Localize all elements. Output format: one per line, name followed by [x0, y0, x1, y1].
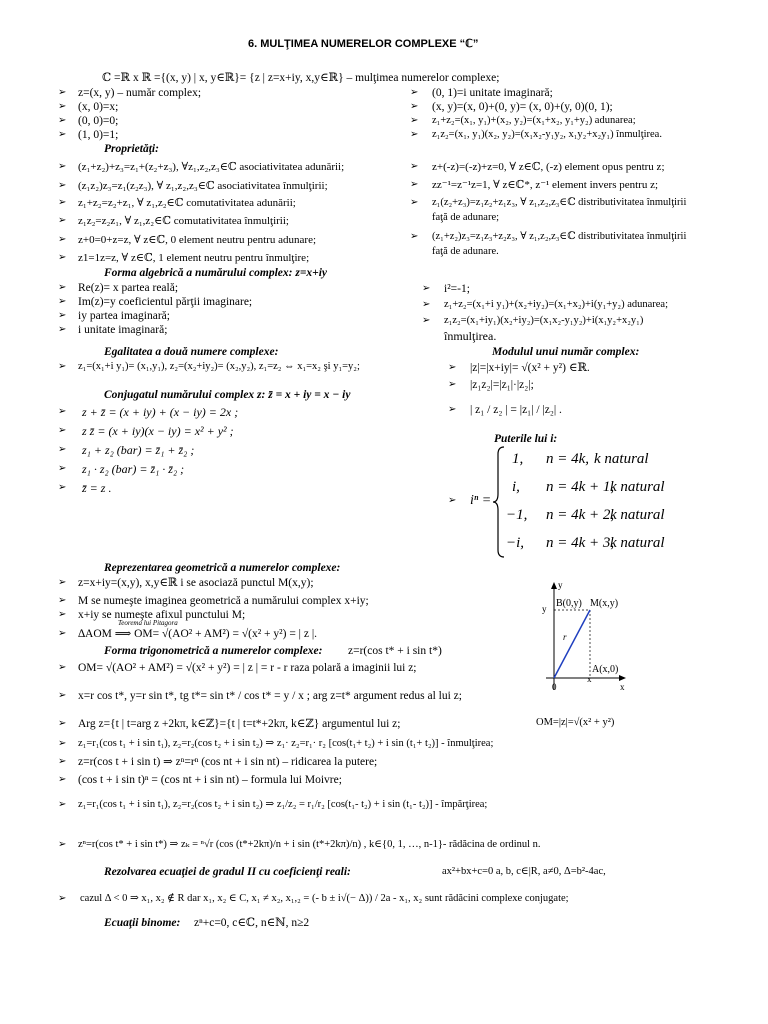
conjugate-line: z₁ + z₂ (bar) = z̄₁ + z̄₂ ;: [82, 443, 195, 457]
powers-value: 1,: [512, 451, 524, 467]
algebraic-right: i²=-1;: [444, 283, 470, 295]
x-axis-label: x: [620, 682, 625, 692]
bullet-icon: ➢: [58, 234, 67, 245]
bullet-icon: ➢: [58, 101, 67, 112]
trig-heading: Forma trigonometrică a numerelor complexe:: [104, 645, 323, 657]
powers-value: −i,: [506, 535, 525, 551]
modulus-line: |z₁z₂|=|z₁|·|z₂|;: [470, 379, 534, 391]
bullet-icon: ➢: [58, 180, 67, 191]
algebraic-right: z₁+z₂=(x₁+i y₁)+(x₂+iy₂)=(x₁+x₂)+i(y₁+y₂) adunarea;: [444, 299, 669, 310]
conjugate-heading: Conjugatul numărului complex z: z̄ = x + iy = x − iy: [104, 389, 351, 401]
bullet-icon: ➢: [422, 315, 431, 326]
geometric-heading: Reprezentarea geometrică a numerelor complexe:: [104, 562, 341, 574]
bullet-icon: ➢: [58, 609, 67, 620]
modulus-line: |z|=|x+iy|= √(x² + y²) ∈ℝ.: [470, 362, 590, 374]
bullet-icon: ➢: [448, 362, 457, 373]
powers-value: −1,: [506, 507, 528, 523]
bullet-icon: ➢: [58, 425, 67, 436]
property-left: (z₁z₂)z₃=z₁(z₂z₃), ∀ z₁,z₂,z₃∈ℂ asociativitatea înmulţirii;: [78, 180, 328, 192]
bullet-icon: ➢: [58, 324, 67, 335]
bullet-icon: ➢: [58, 595, 67, 606]
algebraic-left: Re(z)= x partea reală;: [78, 282, 179, 294]
bullet-icon: ➢: [58, 115, 67, 126]
diagram-caption: OM=|z|=√(x² + y²): [536, 717, 615, 728]
powers-cond: n = 4k,: [546, 451, 590, 467]
radius-segment: [554, 610, 590, 678]
algebraic-left: Im(z)=y coeficientul părţii imaginare;: [78, 296, 253, 308]
intro-left-line: z=(x, y) – număr complex;: [78, 87, 202, 99]
trig-line: z=r(cos t + i sin t) ⇒ zⁿ=rⁿ (cos nt + i sin nt) – ridicarea la putere;: [78, 756, 378, 768]
trig-line: OM= √(AO² + AM²) = √(x² + y²) = | z | = r - r raza polară a imaginii lui z;: [78, 662, 417, 674]
conjugate-line: z + z̄ = (x + iy) + (x − iy) = 2x ;: [82, 405, 239, 419]
bullet-icon: ➢: [410, 87, 419, 98]
quadratic-heading: Rezolvarea ecuaţiei de gradul II cu coeficienţi reali:: [104, 866, 351, 878]
bullet-icon: ➢: [58, 282, 67, 293]
binomial-heading: Ecuaţii binome:: [104, 917, 181, 929]
bullet-icon: ➢: [448, 495, 457, 506]
bullet-icon: ➢: [422, 283, 431, 294]
bullet-icon: ➢: [58, 577, 67, 588]
trig-line: zⁿ=r(cos t* + i sin t*) ⇒ zₖ = ⁿ√r (cos (t*+2kπ)/n + i sin (t*+2kπ)/n) , k∈{0, 1, …, n-1}- rădăcina de ordinul n.: [78, 839, 541, 850]
brace-icon: [492, 446, 506, 558]
property-left: z₁z₂=z₂z₁, ∀ z₁,z₂∈ℂ comutativitatea înmulţirii;: [78, 215, 289, 227]
trig-line: z₁=r₁(cos t₁ + i sin t₁), z₂=r₂(cos t₂ + i sin t₂) ⇒ z₁· z₂=r₁· r₂ [cos(t₁+ t₂) + i sin (t₁+ t₂)] - înmulţirea;: [78, 738, 494, 749]
bullet-icon: ➢: [58, 296, 67, 307]
point-a-label: A(x,0): [592, 664, 619, 675]
quadratic-case: cazul Δ < 0 ⇒ x₁, x₂ ∉ R dar x₁, x₂ ∈ C, x₁ ≠ x₂, x₁,₂ = (- b ± i√(− Δ)) / 2a - x₁, x₂ sunt rădăcini complexe conjugate;: [80, 893, 569, 904]
page-title: 6. MULŢIMEA NUMERELOR COMPLEXE “ℂ”: [248, 38, 479, 50]
geometric-line: x+iy se numeşte afixul punctului M;: [78, 609, 246, 621]
bullet-icon: ➢: [58, 444, 67, 455]
geometric-line: z=x+iy=(x,y), x,y∈ℝ i se asociază punctul M(x,y);: [78, 577, 314, 589]
bullet-icon: ➢: [58, 406, 67, 417]
property-right: zz⁻¹=z⁻¹z=1, ∀ z∈ℂ*, z⁻¹ element invers pentru z;: [432, 179, 659, 191]
bullet-icon: ➢: [58, 756, 67, 767]
powers-lhs: iⁿ =: [470, 493, 492, 508]
properties-heading: Proprietăţi:: [104, 143, 159, 155]
powers-value: i,: [512, 479, 520, 495]
complex-plane-diagram: [530, 578, 635, 733]
bullet-icon: ➢: [58, 718, 67, 729]
intro-right-line: z₁z₂=(x₁, y₁)(x₂, y₂)=(x₁x₂-y₁y₂, x₁y₂+x₂y₁) înmulţirea.: [432, 129, 662, 140]
powers-heading: Puterile lui i:: [494, 433, 558, 445]
equality-line: z₁=(x₁+i y₁)= (x₁,y₁), z₂=(x₂+iy₂)= (x₂,y₂), z₁=z₂ ⇔ x₁=x₂ şi y₁=y₂;: [78, 361, 360, 372]
intro-left-line: (0, 0)=0;: [78, 115, 119, 127]
bullet-icon: ➢: [58, 690, 67, 701]
property-right: z+(-z)=(-z)+z=0, ∀ z∈ℂ, (-z) element opus pentru z;: [432, 161, 665, 173]
origin-label: 0: [552, 682, 557, 692]
bullet-icon: ➢: [58, 87, 67, 98]
intro-left-line: (1, 0)=1;: [78, 129, 119, 141]
trig-line: z₁=r₁(cos t₁ + i sin t₁), z₂=r₂(cos t₂ + i sin t₂) ⇒ z₁/z₂ = r₁/r₂ [cos(t₁- t₂) + i sin (t₁- t₂)] - împărţirea;: [78, 799, 488, 810]
algebraic-right: z₁z₂=(x₁+iy₁)(x₂+iy₂)=(x₁x₂-y₁y₂)+i(x₁y₂+x₂y₁): [444, 315, 644, 326]
conjugate-line: z₁ · z₂ (bar) = z̄₁ · z̄₂ ;: [82, 462, 185, 476]
definition: ℂ =ℝ x ℝ ={(x, y) | x, y∈ℝ}= {z | z=x+iy, x,y∈ℝ} – mulţimea numerelor complexe;: [102, 72, 500, 84]
bullet-icon: ➢: [410, 179, 419, 190]
intro-right-line: (0, 1)=i unitate imaginară;: [432, 87, 553, 99]
bullet-icon: ➢: [58, 839, 67, 850]
bullet-icon: ➢: [58, 893, 67, 904]
bullet-icon: ➢: [58, 662, 67, 673]
bullet-icon: ➢: [58, 252, 67, 263]
bullet-icon: ➢: [58, 482, 67, 493]
bullet-icon: ➢: [58, 463, 67, 474]
left-y-label: y: [542, 604, 547, 614]
powers-kind: k natural: [610, 535, 665, 551]
powers-cond: n = 4k + 2,: [546, 507, 615, 523]
powers-cond: n = 4k + 3,: [546, 535, 615, 551]
bullet-icon: ➢: [58, 161, 67, 172]
bullet-icon: ➢: [58, 129, 67, 140]
conjugate-line: z̄̄ = z .: [82, 481, 112, 495]
bullet-icon: ➢: [58, 628, 67, 639]
point-b-label: B(0,y): [556, 598, 582, 609]
bullet-icon: ➢: [410, 129, 419, 140]
algebraic-right: înmulţirea.: [444, 329, 497, 343]
y-axis-label: y: [558, 580, 563, 590]
trig-line: Arg z={t | t=arg z +2kπ, k∈ℤ}={t | t=t*+2kπ, k∈ℤ} argumentul lui z;: [78, 718, 401, 730]
y-axis-arrow-icon: [551, 582, 557, 589]
bullet-icon: ➢: [410, 161, 419, 172]
x-axis-arrow-icon: [619, 675, 626, 681]
modulus-line: | z₁ / z₂ | = |z₁| / |z₂| .: [470, 404, 562, 416]
property-right: (z₁+z₂)z₃=z₁z₃+z₂z₃, ∀ z₁,z₂,z₃∈ℂ distributivitatea înmulţirii: [432, 231, 687, 242]
trig-line: (cos t + i sin t)ⁿ = (cos nt + i sin nt) – formula lui Moivre;: [78, 774, 342, 786]
bullet-icon: ➢: [410, 101, 419, 112]
algebraic-left: iy partea imaginară;: [78, 310, 170, 322]
property-left: z₁+z₂=z₂+z₁, ∀ z₁,z₂∈ℂ comutativitatea adunării;: [78, 197, 296, 209]
property-left: z+0=0+z=z, ∀ z∈ℂ, 0 element neutru pentru adunare;: [78, 234, 317, 246]
modulus-heading: Modulul unui număr complex:: [492, 346, 640, 358]
powers-kind: k natural: [610, 479, 665, 495]
bullet-icon: ➢: [58, 361, 67, 372]
property-right: z₁(z₂+z₃)=z₁z₂+z₁z₃, ∀ z₁,z₂,z₃∈ℂ distributivitatea înmulţirii: [432, 197, 687, 208]
bullet-icon: ➢: [410, 231, 419, 242]
bullet-icon: ➢: [58, 215, 67, 226]
binomial-formula: zⁿ+c=0, c∈ℂ, n∈ℕ, n≥2: [194, 917, 310, 929]
equality-heading: Egalitatea a două numere complexe:: [104, 346, 279, 358]
intro-right-line: z₁+z₂=(x₁, y₁)+(x₂, y₂)=(x₁+x₂, y₁+y₂) adunarea;: [432, 115, 636, 126]
bullet-icon: ➢: [422, 299, 431, 310]
geometric-line: ∆AOM ⟹ OM= √(AO² + AM²) = √(x² + y²) = | z |.: [78, 628, 318, 640]
bullet-icon: ➢: [448, 404, 457, 415]
intro-left-line: (x, 0)=x;: [78, 101, 119, 113]
bullet-icon: ➢: [58, 774, 67, 785]
powers-kind: k natural: [594, 451, 649, 467]
bullet-icon: ➢: [410, 115, 419, 126]
radius-label: r: [563, 632, 567, 642]
bottom-x-label: x: [587, 674, 592, 684]
bullet-icon: ➢: [58, 197, 67, 208]
intro-right-line: (x, y)=(x, 0)+(0, y)= (x, 0)+(y, 0)(0, 1);: [432, 101, 613, 113]
bullet-icon: ➢: [58, 310, 67, 321]
point-m-label: M(x,y): [590, 598, 619, 609]
pythagoras-label: Teorema lui Pitagora: [118, 619, 178, 627]
powers-kind: k natural: [610, 507, 665, 523]
quadratic-formula: ax²+bx+c=0 a, b, c∈|R, a≠0, Δ=b²-4ac,: [442, 866, 606, 877]
algebraic-left: i unitate imaginară;: [78, 324, 168, 336]
bullet-icon: ➢: [58, 799, 67, 810]
property-left: (z₁+z₂)+z₃=z₁+(z₂+z₃), ∀z₁,z₂,z₃∈ℂ asociativitatea adunării;: [78, 161, 345, 173]
property-right: faţă de adunare;: [432, 212, 500, 223]
bullet-icon: ➢: [410, 197, 419, 208]
powers-cond: n = 4k + 1,: [546, 479, 615, 495]
property-left: z1=1z=z, ∀ z∈ℂ, 1 element neutru pentru înmulţire;: [78, 252, 310, 264]
geometric-line: M se numeşte imaginea geometrică a numărului complex x+iy;: [78, 595, 369, 607]
trig-heading-formula: z=r(cos t* + i sin t*): [348, 645, 442, 657]
bullet-icon: ➢: [448, 379, 457, 390]
bullet-icon: ➢: [58, 738, 67, 749]
trig-line: x=r cos t*, y=r sin t*, tg t*= sin t* / cos t* = y / x ; arg z=t* argument redus al lui z;: [78, 690, 462, 702]
conjugate-line: z z̄ = (x + iy)(x − iy) = x² + y² ;: [82, 424, 234, 438]
property-right: faţă de adunare.: [432, 246, 499, 257]
algebraic-heading: Forma algebrică a numărului complex: z=x+iy: [104, 267, 327, 279]
